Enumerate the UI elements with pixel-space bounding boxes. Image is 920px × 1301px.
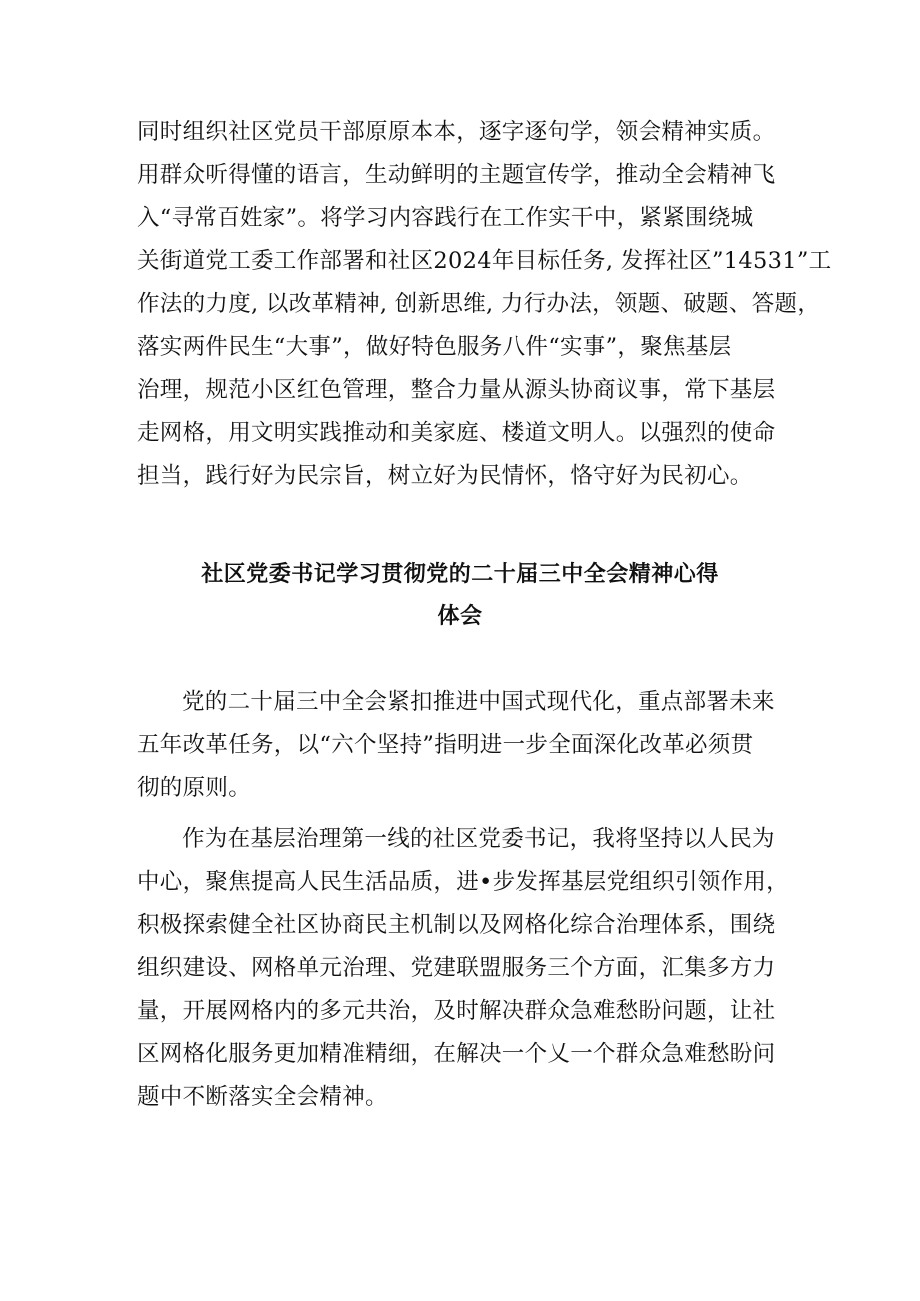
text-line: 担当，践行好为民宗旨，树立好为民情怀，恪守好为民初心。 — [137, 463, 753, 489]
text-line: 治理，规范小区红色管理，整合力量从源头协商议事，常下基层 — [137, 377, 776, 403]
text-line: 组织建设、网格单元治理、党建联盟服务三个方面，汇集多方力 — [137, 955, 776, 981]
text-line: 党的二十届三中全会紧扣推进中国式现代化，重点部署未来 — [182, 689, 775, 715]
text-line: 区网格化服务更加精准精细，在解决一个乂一个群众急难愁盼问 — [137, 1041, 776, 1067]
text-line: 作法的力度, 以改革精神, 创新思维, 力行办法，领题、破题、答题， — [137, 291, 821, 317]
text-line: 走网格，用文明实践推动和美家庭、楼道文明人。以强烈的使命 — [137, 420, 776, 446]
text-line: 量，开展网格内的多元共治，及时解决群众急难愁盼问题，让社 — [137, 998, 776, 1024]
text-line: 彻的原则。 — [137, 775, 252, 801]
text-line: 同时组织社区党员干部原原本本，逐字逐句学，领会精神实质。 — [137, 119, 776, 145]
text-line: 入“寻常百姓家”。将学习内容践行在工作实干中，紧紧围绕城 — [137, 205, 754, 231]
text-line: 五年改革任务，以“六个坚持”指明进一步全面深化改革必须贯 — [137, 732, 754, 758]
article-title-line-2: 体会 — [437, 604, 483, 629]
text-line: 题中不断落实全会精神。 — [137, 1084, 388, 1110]
text-line: 关街道党工委工作部署和社区2024年目标任务, 发挥社区”14531”工 — [137, 248, 832, 274]
text-line: 用群众听得懂的语言，生动鲜明的主题宣传学，推动全会精神飞 — [137, 162, 776, 188]
text-line: 中心，聚焦提高人民生活品质，进•步发挥基层党组织引领作用， — [137, 869, 789, 895]
article-title-line-1: 社区党委书记学习贯彻党的二十届三中全会精神心得 — [201, 562, 719, 587]
text-line: 积极探索健全社区协商民主机制以及网格化综合治理体系，围绕 — [137, 912, 776, 938]
text-line: 作为在基层治理第一线的社区党委书记，我将坚持以人民为 — [182, 826, 775, 852]
text-line: 落实两件民生“大事”，做好特色服务八件“实事”，聚焦基层 — [137, 334, 732, 360]
